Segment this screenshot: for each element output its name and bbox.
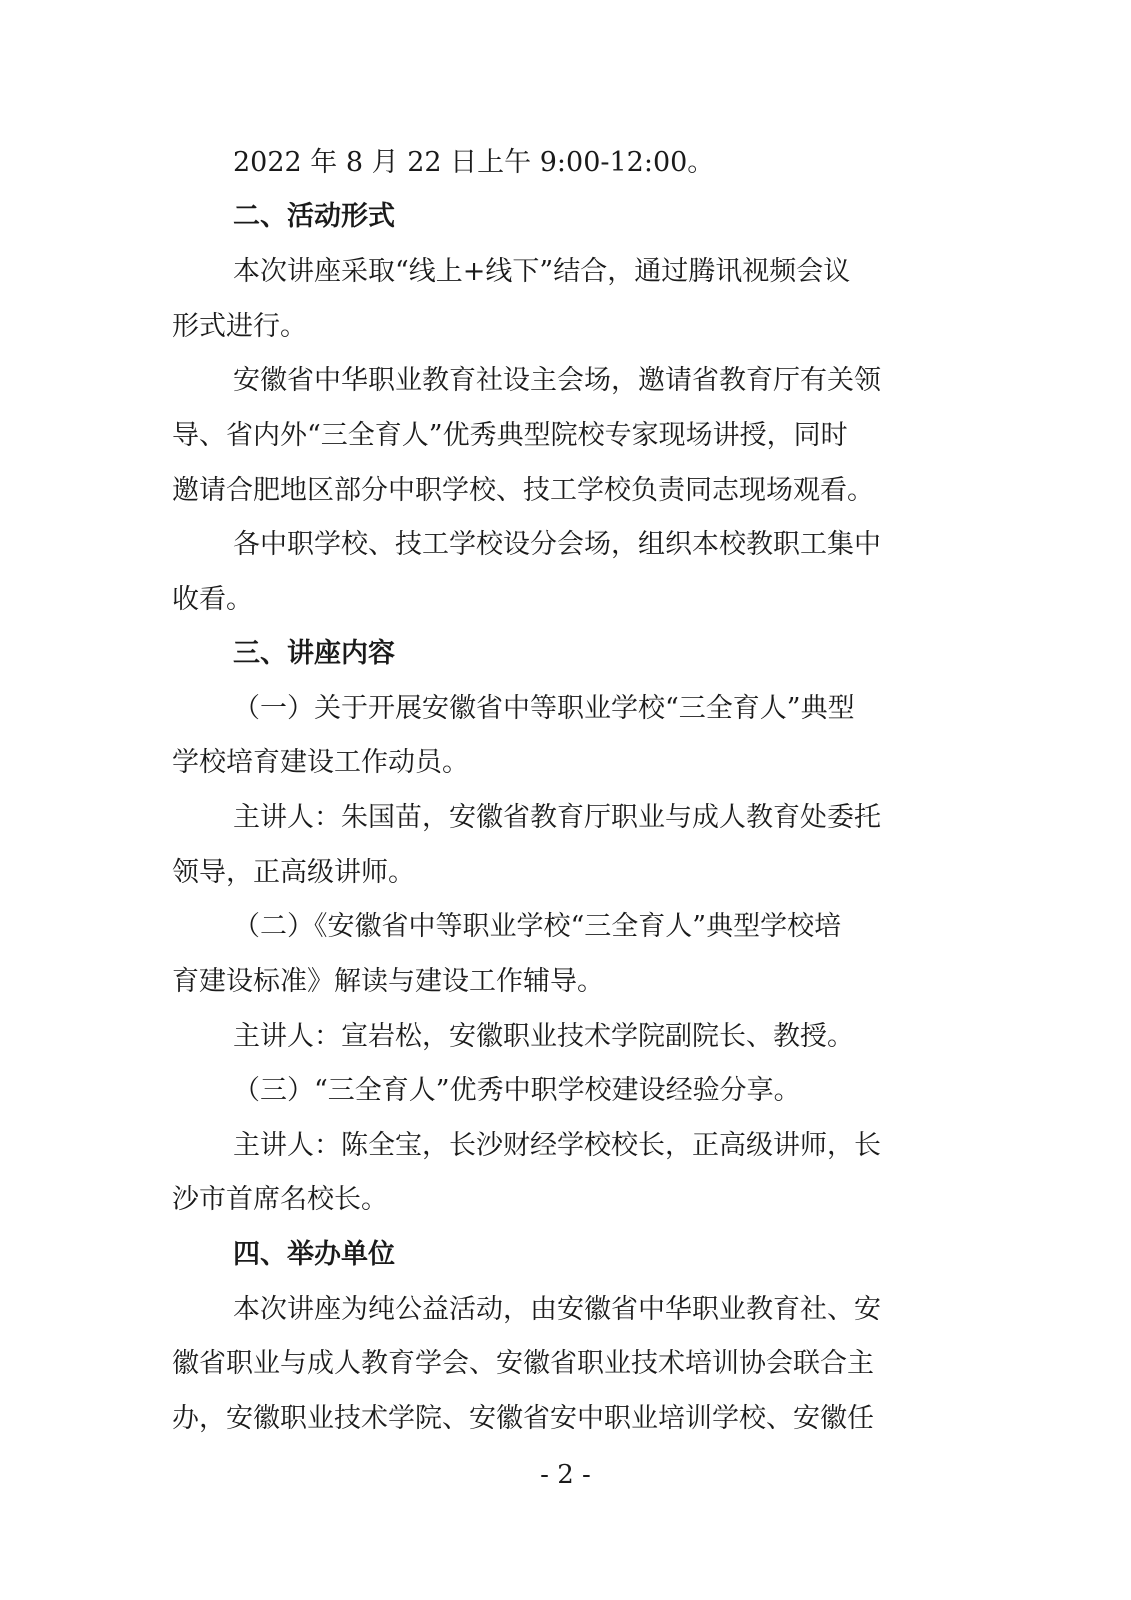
- paragraph-line: 办，安徽职业技术学院、安徽省安中职业培训学校、安徽任: [172, 1403, 874, 1434]
- date-line: 2022 年 8 月 22 日上午 9:00-12:00。: [233, 147, 715, 178]
- paragraph-line: 本次讲座为纯公益活动，由安徽省中华职业教育社、安: [233, 1294, 881, 1325]
- heading-lecture-content: 三、讲座内容: [233, 638, 395, 669]
- heading-organizers: 四、举办单位: [233, 1239, 395, 1270]
- paragraph-line: （一）关于开展安徽省中等职业学校“三全育人”典型: [233, 693, 855, 724]
- heading-activity-format: 二、活动形式: [233, 201, 395, 232]
- paragraph-line: 安徽省中华职业教育社设主会场，邀请省教育厅有关领: [233, 365, 881, 396]
- paragraph-line: 收看。: [172, 584, 253, 615]
- paragraph-line: 形式进行。: [172, 311, 307, 342]
- paragraph-line: 主讲人：陈全宝，长沙财经学校校长，正高级讲师，长: [233, 1130, 881, 1161]
- paragraph-line: 育建设标准》解读与建设工作辅导。: [172, 966, 604, 997]
- paragraph-line: 各中职学校、技工学校设分会场，组织本校教职工集中: [233, 529, 881, 560]
- page-number: - 2 -: [540, 1460, 591, 1490]
- paragraph-line: 沙市首席名校长。: [172, 1184, 388, 1215]
- paragraph-line: 学校培育建设工作动员。: [172, 747, 469, 778]
- paragraph-line: 主讲人：宣岩松，安徽职业技术学院副院长、教授。: [233, 1021, 854, 1052]
- paragraph-line: 徽省职业与成人教育学会、安徽省职业技术培训协会联合主: [172, 1348, 874, 1379]
- paragraph-line: （二）《安徽省中等职业学校“三全育人”典型学校培: [233, 911, 842, 942]
- paragraph-line: 领导，正高级讲师。: [172, 857, 415, 888]
- paragraph-line: （三）“三全育人”优秀中职学校建设经验分享。: [233, 1075, 801, 1106]
- paragraph-line: 邀请合肥地区部分中职学校、技工学校负责同志现场观看。: [172, 475, 874, 506]
- paragraph-line: 本次讲座采取“线上+线下”结合，通过腾讯视频会议: [233, 256, 851, 287]
- paragraph-line: 主讲人：朱国苗，安徽省教育厅职业与成人教育处委托: [233, 802, 881, 833]
- paragraph-line: 导、省内外“三全育人”优秀典型院校专家现场讲授，同时: [172, 420, 848, 451]
